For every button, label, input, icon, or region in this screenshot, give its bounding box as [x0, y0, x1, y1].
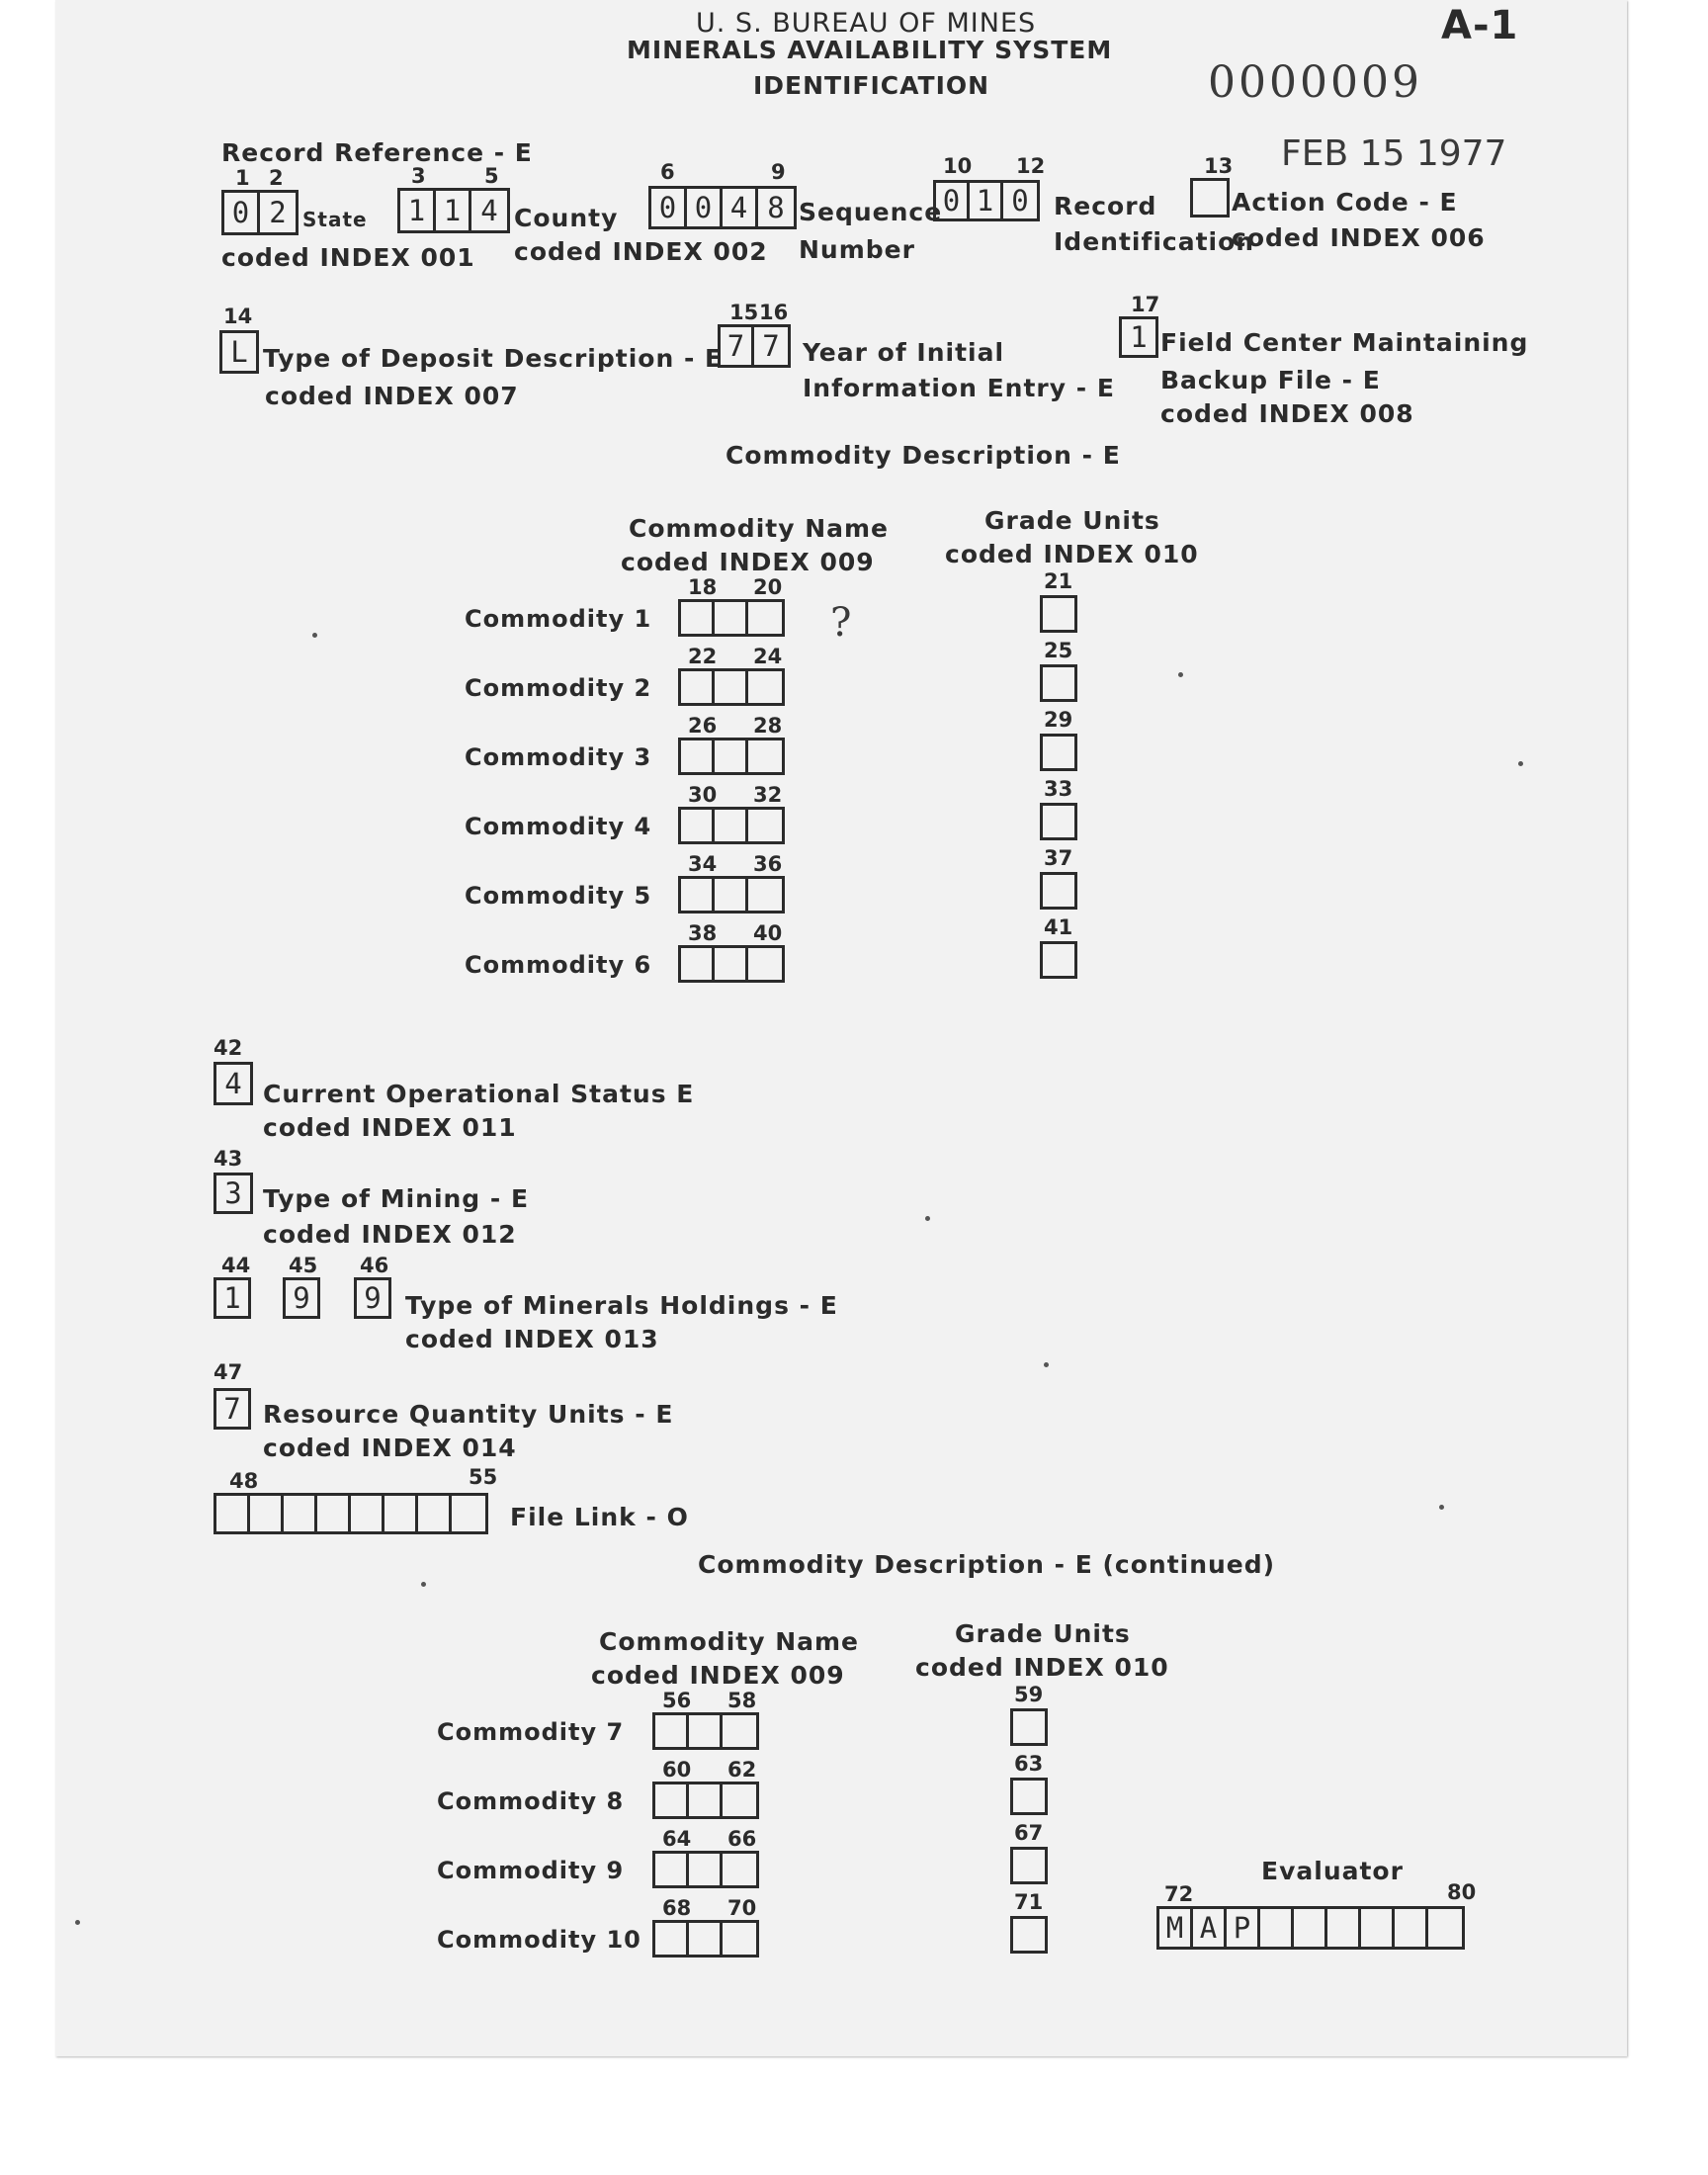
commodity-name-field[interactable] [678, 945, 785, 983]
code-cell [681, 602, 715, 634]
code-cell [748, 879, 782, 911]
record-identification-field[interactable] [933, 180, 1040, 221]
code-cell [655, 1923, 689, 1955]
col-number: 59 [1014, 1683, 1044, 1706]
code-cell [689, 1854, 723, 1885]
header-form-title: IDENTIFICATION [753, 71, 990, 100]
commodity-name-header: Commodity Name [629, 514, 890, 543]
code-cell: 2 [269, 196, 287, 229]
col-number: 14 [223, 304, 253, 328]
code-cell: 7 [721, 327, 754, 365]
operational-status-field[interactable] [214, 1062, 253, 1105]
mining-type-field[interactable] [214, 1173, 253, 1214]
col-number: 17 [1131, 293, 1160, 316]
col-number: 63 [1014, 1752, 1044, 1776]
state-code-field[interactable] [221, 190, 299, 235]
holdings-field-3[interactable] [354, 1277, 391, 1319]
scan-speck [75, 1920, 80, 1925]
record-identification-label: Identification [1054, 227, 1255, 256]
field-center-label: Field Center Maintaining [1160, 328, 1529, 357]
grade-units-field[interactable] [1040, 941, 1077, 979]
code-cell: 9 [293, 1281, 310, 1315]
col-number: 68 [662, 1896, 692, 1920]
commodity-name-field[interactable] [678, 738, 785, 775]
col-number: 30 [688, 783, 718, 807]
col-number: 6 [660, 160, 675, 184]
code-cell [1043, 598, 1074, 630]
file-link-field[interactable] [214, 1493, 488, 1534]
code-cell [317, 1496, 351, 1531]
date-stamp: FEB 15 1977 [1281, 133, 1507, 174]
code-cell [1361, 1909, 1395, 1947]
col-number: 5 [484, 164, 499, 188]
col-number: 15 [729, 301, 759, 324]
action-code-label: Action Code - E [1232, 188, 1458, 217]
commodity-name-field[interactable] [652, 1851, 759, 1888]
code-cell: 0 [224, 193, 260, 232]
code-cell [1043, 806, 1074, 837]
code-cell [723, 1854, 756, 1885]
commodity-label: Commodity 2 [465, 674, 652, 702]
code-cell [655, 1784, 689, 1816]
col-number: 18 [688, 575, 718, 599]
col-number: 46 [360, 1254, 389, 1277]
col-number: 64 [662, 1827, 692, 1851]
sequence-label: Sequence [799, 198, 943, 226]
col-number: 29 [1044, 708, 1073, 732]
code-cell: 4 [723, 189, 758, 226]
county-coded-index: coded INDEX 002 [514, 237, 768, 266]
field-center-coded-index: coded INDEX 008 [1160, 399, 1414, 428]
code-cell [681, 740, 715, 772]
county-code-field[interactable] [397, 188, 510, 233]
scan-speck [1439, 1505, 1444, 1510]
grade-units-coded-2: coded INDEX 010 [915, 1653, 1169, 1682]
resource-units-field[interactable] [214, 1388, 251, 1430]
code-cell [250, 1496, 284, 1531]
commodity-name-field[interactable] [678, 807, 785, 844]
code-cell [723, 1715, 756, 1747]
grade-units-header: Grade Units [984, 506, 1160, 535]
county-label: County [514, 204, 619, 232]
scan-speck [312, 633, 317, 638]
header-agency: U. S. BUREAU OF MINES [696, 8, 1037, 39]
col-number: 33 [1044, 777, 1073, 801]
record-reference-title: Record Reference - E [221, 138, 533, 167]
code-cell [689, 1923, 723, 1955]
operational-status-label: Current Operational Status E [263, 1080, 695, 1108]
state-coded-index: coded INDEX 001 [221, 243, 475, 272]
scan-speck [1518, 761, 1523, 766]
code-cell [1043, 737, 1074, 768]
holdings-field-2[interactable] [283, 1277, 320, 1319]
code-cell: 1 [1130, 320, 1148, 354]
holdings-coded: coded INDEX 013 [405, 1325, 659, 1353]
commodity-name-header-2: Commodity Name [599, 1627, 860, 1656]
col-number: 47 [214, 1360, 243, 1384]
code-cell [452, 1496, 485, 1531]
code-cell: 0 [687, 189, 723, 226]
col-number: 2 [269, 166, 284, 190]
code-cell [655, 1854, 689, 1885]
grade-units-field[interactable] [1040, 872, 1077, 910]
code-cell: 1 [400, 191, 436, 230]
grade-units-field[interactable] [1040, 595, 1077, 633]
code-cell [1327, 1909, 1361, 1947]
code-cell: P [1227, 1909, 1260, 1947]
grade-units-field[interactable] [1010, 1916, 1048, 1954]
code-cell [681, 810, 715, 841]
code-cell [1013, 1919, 1045, 1951]
code-cell: 4 [480, 194, 498, 227]
col-number: 56 [662, 1689, 692, 1712]
commodity-name-field[interactable] [678, 876, 785, 914]
commodity-name-field[interactable] [678, 668, 785, 706]
code-cell [1013, 1850, 1045, 1881]
col-number: 80 [1447, 1880, 1477, 1904]
code-cell [1013, 1711, 1045, 1743]
record-label: Record [1054, 192, 1157, 220]
code-cell [748, 602, 782, 634]
code-cell [284, 1496, 317, 1531]
commodity-name-coded-2: coded INDEX 009 [591, 1661, 845, 1690]
code-cell: 3 [224, 1176, 242, 1210]
commodity-label: Commodity 1 [465, 605, 652, 633]
commodity-section-title: Commodity Description - E [726, 441, 1121, 470]
sequence-label-number: Number [799, 235, 915, 264]
commodity-name-field[interactable] [678, 599, 785, 637]
mining-type-coded: coded INDEX 012 [263, 1220, 517, 1249]
col-number: 43 [214, 1147, 243, 1171]
code-cell [748, 810, 782, 841]
col-number: 22 [688, 645, 718, 668]
col-number: 1 [235, 166, 250, 190]
commodity-label: Commodity 5 [465, 882, 652, 910]
col-number: 10 [943, 154, 973, 178]
action-code-field[interactable] [1190, 178, 1230, 218]
col-number: 3 [411, 164, 426, 188]
col-number: 67 [1014, 1821, 1044, 1845]
code-cell [715, 602, 748, 634]
code-cell [1428, 1909, 1462, 1947]
col-number: 40 [753, 921, 783, 945]
deposit-type-label: Type of Deposit Description - E [263, 344, 724, 373]
grade-units-field[interactable] [1010, 1847, 1048, 1884]
corner-code: A-1 [1441, 3, 1519, 48]
state-label: State [302, 208, 368, 231]
code-cell: L [230, 335, 248, 369]
resource-units-coded: coded INDEX 014 [263, 1434, 517, 1462]
code-cell [715, 948, 748, 980]
year-initial-label: Year of Initial [803, 338, 1005, 367]
code-cell [715, 740, 748, 772]
code-cell: 4 [224, 1067, 242, 1100]
question-mark-annotation: ? [830, 600, 852, 646]
code-cell [715, 879, 748, 911]
commodity-label: Commodity 4 [465, 813, 652, 840]
col-number: 36 [753, 852, 783, 876]
code-cell [715, 671, 748, 703]
code-cell: 8 [767, 191, 785, 224]
code-cell: A [1193, 1909, 1227, 1947]
code-cell: 1 [970, 183, 1003, 218]
col-number: 62 [727, 1758, 757, 1782]
col-number: 71 [1014, 1890, 1044, 1914]
scan-speck [1178, 672, 1183, 677]
grade-units-coded: coded INDEX 010 [945, 540, 1199, 568]
deposit-type-field[interactable] [219, 330, 259, 374]
code-cell [1260, 1909, 1294, 1947]
col-number: 32 [753, 783, 783, 807]
code-cell [681, 948, 715, 980]
col-number: 34 [688, 852, 718, 876]
col-number: 45 [289, 1254, 318, 1277]
operational-status-coded: coded INDEX 011 [263, 1113, 517, 1142]
code-cell [748, 671, 782, 703]
commodity-continued-title: Commodity Description - E (continued) [698, 1550, 1276, 1579]
code-cell [1043, 875, 1074, 907]
code-cell [351, 1496, 384, 1531]
commodity-name-field[interactable] [652, 1920, 759, 1958]
code-cell [681, 879, 715, 911]
col-number: 55 [469, 1465, 498, 1489]
code-cell [1013, 1781, 1045, 1812]
record-coded-index: coded INDEX 006 [1232, 223, 1486, 252]
mining-type-label: Type of Mining - E [263, 1184, 530, 1213]
commodity-label: Commodity 3 [465, 743, 652, 771]
code-cell [216, 1496, 250, 1531]
sequence-number-field[interactable] [648, 186, 797, 229]
deposit-coded-index: coded INDEX 007 [265, 382, 519, 410]
code-cell: 1 [223, 1281, 241, 1315]
code-cell [418, 1496, 452, 1531]
grade-units-field[interactable] [1040, 803, 1077, 840]
col-number: 60 [662, 1758, 692, 1782]
code-cell [384, 1496, 418, 1531]
file-link-label: File Link - O [510, 1503, 689, 1531]
commodity-name-field[interactable] [652, 1782, 759, 1819]
code-cell: 0 [1011, 184, 1029, 218]
code-cell [689, 1784, 723, 1816]
col-number: 58 [727, 1689, 757, 1712]
code-cell [715, 810, 748, 841]
information-entry-label: Information Entry - E [803, 374, 1115, 402]
header-system: MINERALS AVAILABILITY SYSTEM [627, 36, 1113, 64]
code-cell: M [1159, 1909, 1193, 1947]
col-number: 38 [688, 921, 718, 945]
backup-file-label: Backup File - E [1160, 366, 1381, 394]
code-cell [1043, 667, 1074, 699]
commodity-label: Commodity 6 [465, 951, 652, 979]
code-cell [748, 948, 782, 980]
year-initial-entry-field[interactable] [718, 324, 791, 368]
handwritten-record-id: 0000009 [1208, 57, 1422, 108]
col-number: 24 [753, 645, 783, 668]
scan-speck [1044, 1362, 1049, 1367]
code-cell: 7 [762, 329, 780, 363]
code-cell [748, 740, 782, 772]
evaluator-field[interactable] [1156, 1906, 1465, 1950]
grade-units-field[interactable] [1040, 664, 1077, 702]
code-cell: 1 [436, 191, 471, 230]
col-number: 16 [759, 301, 789, 324]
code-cell [723, 1784, 756, 1816]
commodity-label: Commodity 8 [437, 1787, 625, 1815]
form-sheet [55, 0, 1627, 2056]
grade-units-field[interactable] [1010, 1708, 1048, 1746]
grade-units-field[interactable] [1040, 734, 1077, 771]
scan-speck [421, 1582, 426, 1587]
resource-units-label: Resource Quantity Units - E [263, 1400, 674, 1429]
scan-speck [925, 1216, 930, 1221]
code-cell [655, 1715, 689, 1747]
grade-units-field[interactable] [1010, 1778, 1048, 1815]
code-cell [681, 671, 715, 703]
col-number: 20 [753, 575, 783, 599]
col-number: 12 [1016, 154, 1046, 178]
evaluator-label: Evaluator [1261, 1857, 1404, 1885]
col-number: 72 [1164, 1882, 1194, 1906]
code-cell: 7 [223, 1392, 241, 1426]
col-number: 37 [1044, 846, 1073, 870]
col-number: 41 [1044, 915, 1073, 939]
col-number: 25 [1044, 639, 1073, 662]
code-cell [689, 1715, 723, 1747]
holdings-label: Type of Minerals Holdings - E [405, 1291, 838, 1320]
code-cell [1043, 944, 1074, 976]
commodity-name-field[interactable] [652, 1712, 759, 1750]
commodity-label: Commodity 9 [437, 1857, 625, 1884]
code-cell [1294, 1909, 1327, 1947]
code-cell [723, 1923, 756, 1955]
holdings-field-1[interactable] [214, 1277, 251, 1319]
col-number: 26 [688, 714, 718, 738]
grade-units-header-2: Grade Units [955, 1619, 1131, 1648]
commodity-label: Commodity 7 [437, 1718, 625, 1746]
col-number: 66 [727, 1827, 757, 1851]
code-cell: 0 [936, 183, 970, 218]
col-number: 28 [753, 714, 783, 738]
col-number: 70 [727, 1896, 757, 1920]
col-number: 21 [1044, 569, 1073, 593]
col-number: 9 [771, 160, 786, 184]
code-cell [1193, 181, 1227, 215]
col-number: 42 [214, 1036, 243, 1060]
col-number: 44 [221, 1254, 251, 1277]
code-cell: 9 [364, 1281, 382, 1315]
code-cell: 0 [651, 189, 687, 226]
col-number: 48 [229, 1469, 259, 1493]
commodity-name-coded: coded INDEX 009 [621, 548, 875, 576]
field-center-field[interactable] [1119, 316, 1158, 358]
col-number: 13 [1204, 154, 1234, 178]
code-cell [1395, 1909, 1428, 1947]
commodity-label: Commodity 10 [437, 1926, 641, 1954]
